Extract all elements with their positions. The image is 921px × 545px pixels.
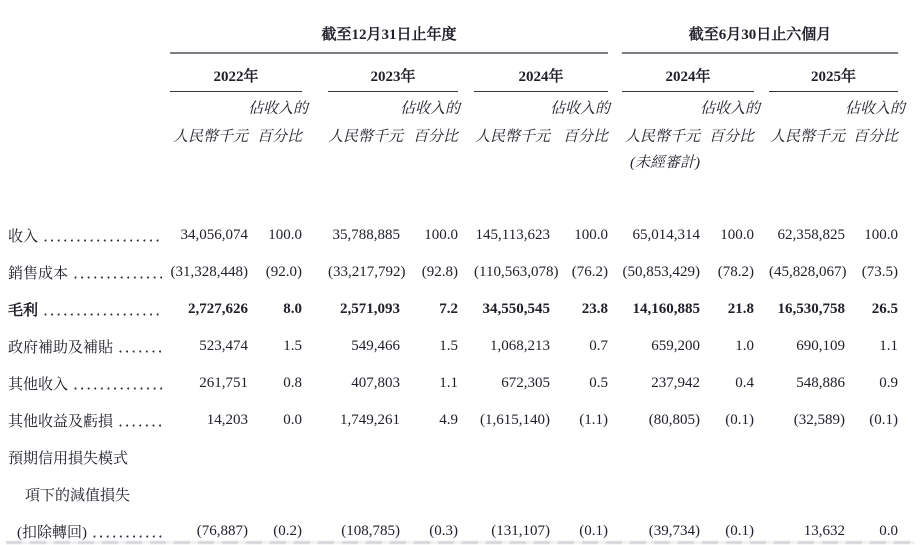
- cell-percent: 8.0: [283, 301, 302, 317]
- spacer-cell: [754, 476, 769, 513]
- row-label: 收入: [8, 229, 39, 245]
- dot-leader: [93, 535, 163, 538]
- percentage-label: 百分比: [563, 128, 609, 145]
- cell-amount: 261,751: [199, 375, 248, 391]
- spacer-cell: [458, 291, 474, 328]
- spacer-cell: [302, 476, 328, 513]
- spacer-cell: [608, 92, 622, 123]
- cell-amount: 659,200: [651, 338, 701, 354]
- spacer-cell: [754, 217, 769, 254]
- cell-amount: [769, 476, 845, 513]
- cell-percent: (76.2): [571, 264, 609, 280]
- spacer-cell: [302, 291, 328, 328]
- cell-percent: 100.0: [268, 227, 302, 243]
- spacer-cell: [608, 0, 622, 53]
- cell-percent: 1.5: [283, 338, 302, 354]
- cell-amount: [328, 476, 400, 513]
- cell-percent: [550, 439, 608, 476]
- spacer-cell: [898, 402, 921, 439]
- spacer-cell: [608, 476, 622, 513]
- row-label: 銷售成本: [8, 266, 69, 282]
- cell-amount: (32,589): [793, 412, 846, 428]
- cell-percent: [550, 476, 608, 513]
- cell-percent: (78.2): [717, 264, 755, 280]
- row-label-cell: [0, 476, 170, 513]
- cell-percent: (0.1): [869, 412, 899, 428]
- row-label: 毛利: [8, 303, 39, 319]
- rmb-thousand-label: 人民幣千元: [625, 128, 701, 145]
- spacer-cell: [754, 365, 769, 402]
- spacer-cell: [474, 148, 550, 175]
- spacer-cell: [898, 476, 921, 513]
- spacer-cell: [170, 148, 248, 175]
- cell-amount: (45,828,067): [769, 264, 847, 280]
- spacer-cell: [458, 402, 474, 439]
- cell-amount: 1,068,213: [490, 338, 550, 354]
- corner-cell: [0, 92, 170, 123]
- spacer-cell: [898, 365, 921, 402]
- cell-percent: (0.2): [273, 523, 302, 539]
- cell-amount: 34,550,545: [482, 301, 550, 317]
- spacer-cell: [769, 92, 845, 123]
- spacer-cell: [302, 365, 328, 402]
- cell-percent: 0.8: [283, 375, 302, 391]
- cell-amount: 237,942: [651, 375, 701, 391]
- period-group-interim: [622, 0, 898, 53]
- cell-amount: 34,056,074: [180, 227, 248, 243]
- spacer-cell: [302, 328, 328, 365]
- spacer-cell: [898, 53, 921, 92]
- row-label-wrap: [0, 373, 170, 394]
- year-header-2022: 2022年: [170, 53, 302, 92]
- spacer-cell: [458, 53, 474, 92]
- cell-percent: [845, 439, 898, 476]
- row-label-wrap: [0, 299, 170, 320]
- cell-amount: [170, 476, 248, 513]
- cell-percent: (1.1): [579, 412, 609, 428]
- corner-cell: [0, 53, 170, 92]
- spacer-cell: [754, 254, 769, 291]
- spacer-cell: [608, 291, 622, 328]
- cell-amount: 35,788,885: [332, 227, 400, 243]
- cell-percent: [700, 439, 754, 476]
- cell-percent: 100.0: [424, 227, 458, 243]
- row-label: 項下的減值損失: [25, 488, 131, 504]
- cell-amount: 2,727,626: [188, 301, 248, 317]
- cell-percent: [400, 476, 458, 513]
- cell-amount: (76,887): [196, 523, 248, 539]
- cell-amount: 690,109: [796, 338, 846, 354]
- cell-amount: 16,530,758: [777, 301, 846, 317]
- row-label-cell: [0, 402, 170, 439]
- cell-percent: 1.1: [879, 338, 899, 354]
- spacer-cell: [608, 254, 622, 291]
- spacer-cell: [458, 365, 474, 402]
- cell-amount: 548,886: [796, 375, 846, 391]
- dot-leader: [74, 387, 163, 390]
- cell-amount: (33,217,792): [328, 264, 406, 280]
- row-label: 其他收入: [8, 377, 69, 393]
- dot-leader: [119, 424, 163, 427]
- cell-amount: [474, 439, 550, 476]
- subheader-row-1: [0, 92, 921, 123]
- cell-percent: 7.2: [439, 301, 458, 317]
- spacer-cell: [898, 122, 921, 148]
- row-label: 政府補助及補貼: [8, 340, 114, 356]
- spacer-cell: [302, 217, 328, 254]
- row-label-cell: [0, 328, 170, 365]
- cell-amount: 672,305: [501, 375, 550, 391]
- unaudited-note: (未經審計): [630, 155, 701, 171]
- spacer-cell: [302, 439, 328, 476]
- row-label-cell: [0, 217, 170, 254]
- spacer-cell: [458, 217, 474, 254]
- cell-amount: (50,853,429): [622, 264, 701, 280]
- cell-percent: [248, 476, 302, 513]
- pct-of-revenue-label: 佔收入的: [400, 100, 461, 117]
- cell-percent: [845, 476, 898, 513]
- cell-percent: 0.0: [283, 412, 302, 428]
- row-label-wrap: [0, 225, 170, 246]
- year-header-2023: 2023年: [328, 53, 458, 92]
- pct-of-revenue-label: 佔收入的: [845, 100, 906, 117]
- spacer-cell: [754, 122, 769, 148]
- spacer-cell: [458, 148, 474, 175]
- cell-amount: 2,571,093: [340, 301, 400, 317]
- cell-percent: (92.0): [265, 264, 302, 280]
- spacer-cell: [608, 217, 622, 254]
- cell-percent: (0.1): [725, 412, 755, 428]
- table-row: [0, 439, 921, 476]
- spacer-cell: [608, 122, 622, 148]
- spacer-cell: [608, 53, 622, 92]
- row-label: 其他收益及虧損: [8, 414, 114, 430]
- year-header-row: [0, 53, 921, 92]
- year-header-2024-interim: 2024年: [622, 53, 754, 92]
- table-row: [0, 254, 921, 291]
- subheader-row-3: [0, 148, 921, 175]
- rmb-thousand-label: 人民幣千元: [172, 128, 248, 145]
- spacer-cell: [898, 291, 921, 328]
- spacer-cell: [754, 439, 769, 476]
- row-label-cell: [0, 291, 170, 328]
- cell-amount: [170, 439, 248, 476]
- spacer-cell: [898, 254, 921, 291]
- spacer-cell: [898, 328, 921, 365]
- percentage-label: 百分比: [256, 128, 302, 145]
- percentage-label: 百分比: [412, 128, 458, 145]
- corner-cell: [0, 148, 170, 175]
- cell-amount: 62,358,825: [777, 227, 846, 243]
- year-header-2024: 2024年: [474, 53, 608, 92]
- cell-amount: 1,749,261: [340, 412, 400, 428]
- cell-amount: [328, 439, 400, 476]
- cell-percent: 1.5: [439, 338, 458, 354]
- cell-percent: [700, 476, 754, 513]
- spacer-cell: [302, 402, 328, 439]
- row-label-wrap: [0, 521, 170, 542]
- spacer-cell: [328, 148, 400, 175]
- rmb-thousand-label: 人民幣千元: [770, 128, 846, 145]
- cell-percent: 1.1: [439, 375, 458, 391]
- cell-percent: [248, 439, 302, 476]
- cell-amount: 523,474: [199, 338, 248, 354]
- cell-amount: 65,014,314: [632, 227, 701, 243]
- table-row: [0, 328, 921, 365]
- spacer-cell: [700, 148, 754, 175]
- row-label-wrap: [0, 447, 170, 468]
- spacer-cell: [608, 365, 622, 402]
- spacer-cell: [622, 92, 700, 123]
- spacer-cell: [754, 148, 769, 175]
- row-label-cell: [0, 439, 170, 476]
- row-label-wrap: [0, 262, 170, 283]
- spacer-cell: [754, 53, 769, 92]
- spacer-cell: [302, 53, 328, 92]
- cell-percent: 0.9: [879, 375, 899, 391]
- cell-percent: (92.8): [421, 264, 458, 280]
- cell-amount: [474, 476, 550, 513]
- cell-amount: [769, 439, 845, 476]
- period-group-annual-title: 截至12月31日止年度: [321, 27, 457, 43]
- row-label-cell: [0, 254, 170, 291]
- spacer-cell: [400, 148, 458, 175]
- percentage-label: 百分比: [709, 128, 755, 145]
- table-row: [0, 365, 921, 402]
- cell-amount: 145,113,623: [475, 227, 550, 243]
- cell-amount: [622, 476, 700, 513]
- cell-amount: 14,203: [206, 412, 248, 428]
- row-label: 預期信用損失模式: [8, 451, 129, 467]
- spacer-cell: [550, 148, 608, 175]
- spacer-cell: [458, 254, 474, 291]
- spacer-cell: [608, 328, 622, 365]
- cell-percent: 0.7: [589, 338, 609, 354]
- spacer-cell: [608, 148, 622, 175]
- dot-leader: [74, 276, 163, 279]
- rmb-thousand-label: 人民幣千元: [474, 128, 550, 145]
- spacer-cell: [328, 92, 400, 123]
- spacer-cell: [458, 476, 474, 513]
- row-label-wrap: [0, 410, 170, 431]
- spacer-cell: [898, 439, 921, 476]
- cell-amount: 407,803: [351, 375, 400, 391]
- subheader-row-2: [0, 122, 921, 148]
- period-group-annual: [170, 0, 608, 53]
- spacer-cell: [302, 254, 328, 291]
- row-label-wrap: [0, 484, 170, 505]
- spacer-cell: [769, 148, 845, 175]
- cell-amount: (39,734): [648, 523, 701, 539]
- spacer-cell: [170, 92, 248, 123]
- spacer-cell: [898, 0, 921, 53]
- period-group-interim-title: 截至6月30日止六個月: [688, 27, 832, 43]
- dot-leader: [44, 239, 163, 242]
- cell-percent: (0.1): [725, 523, 755, 539]
- cell-percent: 100.0: [720, 227, 755, 243]
- corner-cell: [0, 122, 170, 148]
- spacer-cell: [302, 122, 328, 148]
- rmb-thousand-label: 人民幣千元: [328, 128, 404, 145]
- cell-amount: [622, 439, 700, 476]
- spacer-cell: [754, 328, 769, 365]
- gap-row: [0, 175, 921, 217]
- cell-percent: 0.0: [879, 523, 899, 539]
- corner-cell: [0, 0, 170, 53]
- table-row: [0, 476, 921, 513]
- pct-of-revenue-label: 佔收入的: [550, 100, 611, 117]
- cell-percent: (73.5): [861, 264, 899, 280]
- cell-amount: (31,328,448): [170, 264, 248, 280]
- spacer-cell: [458, 439, 474, 476]
- spacer-cell: [754, 402, 769, 439]
- cell-percent: 100.0: [574, 227, 609, 243]
- row-label-wrap: [0, 336, 170, 357]
- dot-leader: [119, 350, 163, 353]
- year-header-2025-interim: 2025年: [769, 53, 898, 92]
- pct-of-revenue-label: 佔收入的: [248, 100, 309, 117]
- dot-leader: [44, 313, 163, 316]
- page-edge-artifact: [6, 541, 915, 544]
- cell-percent: 1.0: [735, 338, 755, 354]
- spacer-cell: [474, 92, 550, 123]
- row-label-cell: [0, 365, 170, 402]
- spacer-cell: [458, 122, 474, 148]
- spacer-cell: [898, 217, 921, 254]
- cell-amount: (1,615,140): [480, 412, 550, 428]
- pct-of-revenue-label: 佔收入的: [700, 100, 761, 117]
- cell-amount: (131,107): [491, 523, 550, 539]
- spacer-cell: [608, 402, 622, 439]
- row-label: (扣除轉回): [17, 525, 87, 541]
- cell-percent: [400, 439, 458, 476]
- cell-percent: 0.4: [735, 375, 755, 391]
- spacer-cell: [302, 148, 328, 175]
- spacer-cell: [458, 92, 474, 123]
- spacer-cell: [898, 148, 921, 175]
- cell-percent: (0.1): [579, 523, 609, 539]
- spacer-cell: [845, 148, 898, 175]
- cell-amount: 13,632: [803, 523, 846, 539]
- cell-percent: 0.5: [589, 375, 609, 391]
- cell-percent: 100.0: [864, 227, 899, 243]
- cell-percent: 26.5: [871, 301, 899, 317]
- cell-amount: (80,805): [648, 412, 701, 428]
- cell-amount: 14,160,885: [632, 301, 701, 317]
- spacer-cell: [0, 175, 921, 217]
- cell-percent: 21.8: [727, 301, 755, 317]
- cell-percent: 23.8: [581, 301, 609, 317]
- cell-amount: (110,563,078): [474, 264, 559, 280]
- cell-percent: 4.9: [439, 412, 458, 428]
- cell-amount: 549,466: [351, 338, 400, 354]
- percentage-label: 百分比: [853, 128, 899, 145]
- spacer-cell: [248, 148, 302, 175]
- cell-amount: (108,785): [341, 523, 400, 539]
- spacer-cell: [754, 291, 769, 328]
- period-group-header-row: [0, 0, 921, 53]
- spacer-cell: [458, 328, 474, 365]
- table-row: [0, 217, 921, 254]
- cell-percent: (0.3): [429, 523, 458, 539]
- spacer-cell: [608, 439, 622, 476]
- table-row: [0, 402, 921, 439]
- table-row: [0, 291, 921, 328]
